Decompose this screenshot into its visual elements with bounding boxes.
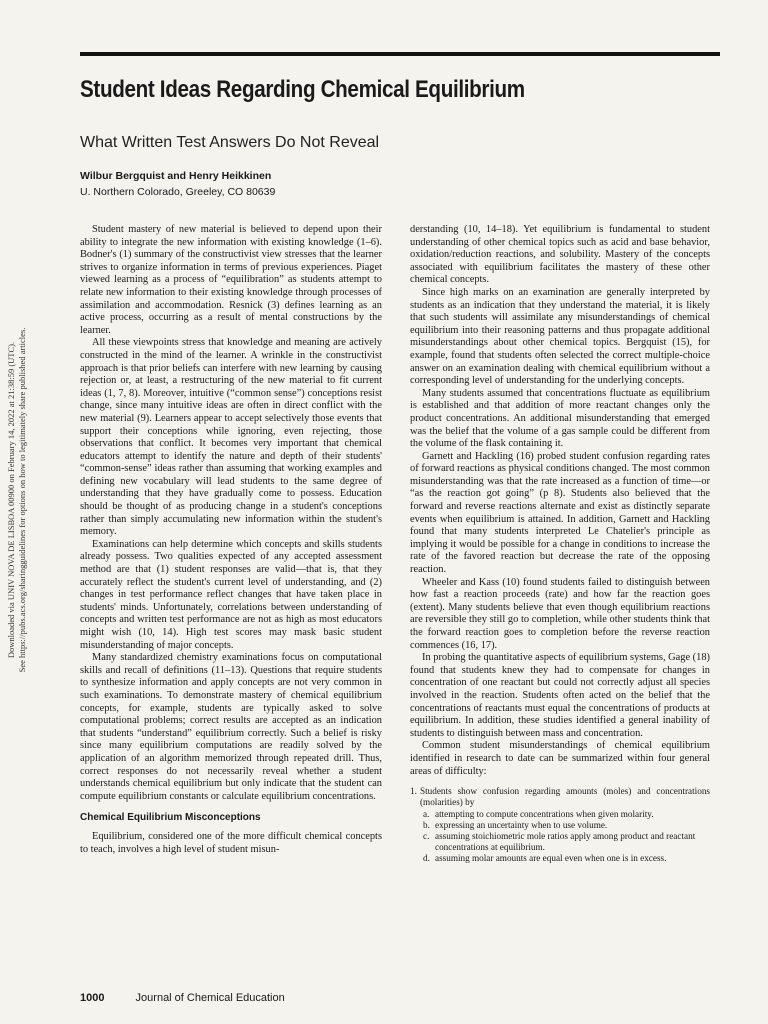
list-subitem [410,853,710,864]
list-subitem-text: assuming stoichiometric mole ratios apply among product and reactant concentrations at equilibrium. [435,830,696,853]
section-heading: Chemical Equilibrium Misconceptions [80,812,261,824]
journal-name: Journal of Chemical Education [135,992,285,1004]
paragraph: All these viewpoints stress that knowledge and meaning are actively constructed in the mind of the learner. A wrinkle in the constructivist approach is that prior beliefs can interfere with new learning by causing rejection or, at least, a restructuring of the new material to fit current ideas (1, 7, 8). Moreover, intuitive (“common sense”) conceptions resist change, since many intuitive ideas are often in direct conflict with the new material (9). Learners appear to accept selectively those events that support their conceptions while ignoring, even rejecting, those observations that conflict. It becomes very important that chemical educators attempt to identify the nature and depth of their students' “common-sense” ideas rather than assuming that working examples and defining new vocabulary will lead students to the same degree of understanding that they have gradually come to possess. Education should be thought of as producing change in a student's conceptions rather than simply accumulating new information within the student's memory. [80,337,382,538]
list-subitem-text: attempting to compute concentrations when given molarity. [435,808,654,819]
article-title: Student Ideas Regarding Chemical Equilibrium [80,76,525,103]
paragraph: derstanding (10, 14–18). Yet equilibrium is fundamental to student understanding of other chemical topics such as acid and base behavior, oxidation/reduction reactions, and solubility. Mastery of the concepts associated with equilibrium facilitates the mastery of these other chemical concepts. [410,224,710,286]
download-notice-line2: See https://pubs.acs.org/sharingguidelines for options on how to legitimately share published articles. [17,327,27,673]
page-footer [80,992,285,1004]
download-notice-line1: Downloaded via UNIV NOVA DE LISBOA 00900 on February 14, 2022 at 21:38:59 (UTC). [6,341,16,659]
paragraph: Many standardized chemistry examinations focus on computational skills and recall of definitions (11–13). Questions that require students to synthesize information and apply concepts are not very common in such examinations. To demonstrate mastery of chemical equilibrium concepts, for example, students are typically asked to solve computational problems; correct results are accepted as an indication that students “understand” equilibrium correctly. Such a belief is risky since many equilibrium computations are readily solved by the application of an algorithm memorized through repeated drill. Thus, correct responses do not necessarily reveal whether a student understands chemical equilibrium but only indicate that the student can compute equilibrium constants or calculate equilibrium concentrations. [80,652,382,802]
header-rule [80,52,720,56]
paragraph: Wheeler and Kass (10) found students failed to distinguish between how fast a reaction proceeds (rate) and how far the reaction goes (extent). Many students believe that even though equilibrium reactions are reversible they still go to completion, while other students think that the forward reaction goes to completion before the reverse reaction commences (16, 17). [410,576,710,651]
list-letter: c. [423,830,430,841]
article-subtitle: What Written Test Answers Do Not Reveal [80,134,380,151]
left-column [80,224,382,856]
download-notice [2,290,32,710]
list-number: 1. [410,786,417,797]
paragraph: In probing the quantitative aspects of equilibrium systems, Gage (18) found that students knew they had to compensate for changes in concentration of one reactant but could not correctly adjust all species involved in the reaction. Students often acted on the belief that the concentrations of reactants must equal the concentrations of products at equilibrium. In addition, these studies identified a general inability of students to distinguish between mass and concentration. [410,652,710,739]
list-letter: d. [423,853,430,864]
paragraph: Student mastery of new material is believed to depend upon their ability to integrate the new information with existing knowledge (1–6). Bodner's (1) summary of the constructivist view stresses that the learner strives to organize information in terms of previous experiences. Piaget viewed learning as a process of “equilibration” as students attempt to relate new information to their existing knowledge through processes of assimilation and accommodation. Resnick (3) defines learning as an active process, occurring as a result of mental constructions by the learner. [80,224,382,336]
paragraph: Common student misunderstandings of chemical equilibrium identified in research to date can be summarized within four general areas of difficulty: [410,740,710,777]
list-subitem-text: expressing an uncertainty when to use volume. [435,819,608,830]
list-letter: b. [423,819,430,830]
paragraph: Equilibrium, considered one of the more difficult chemical concepts to teach, involves a high level of student misun- [80,830,382,855]
author-names: Wilbur Bergquist and Henry Heikkinen [80,170,272,182]
list-item [410,786,710,808]
paragraph: Garnett and Hackling (16) probed student confusion regarding rates of forward reactions as physical conditions changed. The most common misunderstanding was that the rate increased as a function of time—or “as the reaction got going” (p 8). Students also believed that the forward and reverse reactions alternate and exist as distinctly separate events when equilibrium is attained. In addition, Garnett and Hackling found that many students interpreted Le Chatelier's principle as implying it would be possible for a change in conditions to increase the rate of the favored reaction but decrease the rate of the opposing reaction. [410,450,710,576]
author-affiliation: U. Northern Colorado, Greeley, CO 80639 [80,186,276,198]
difficulty-list [410,786,710,864]
list-subitem [410,809,710,820]
list-subitem [410,820,710,831]
page-number: 1000 [80,992,105,1004]
paragraph: Since high marks on an examination are generally interpreted by students as an indication that they understand the material, it is likely that such students will assimilate any misunderstandings of chemical equilibrium into their reasoning patterns and thus propagate additional misunderstandings about other chemical topics. Bergquist (15), for example, found that students often selected the correct multiple-choice answer on an examination dealing with chemical equilibrium without a corresponding level of understanding for the underlying concepts. [410,286,710,387]
list-subitem-text: assuming molar amounts are equal even when one is in excess. [435,853,667,864]
list-item-text: Students show confusion regarding amounts (moles) and concentrations (molarities) by [420,786,710,808]
paragraph: Examinations can help determine which concepts and skills students already possess. Two qualities expected of any accepted assessment method are that (1) student responses are valid—that is, that they accurately reflect the student's current level of understanding, and (2) changes in test performance reflect changes that have taken place in students' minds. Unfortunately, correlations between understanding of concepts and written test performance are not as high as most educators might wish (10, 14). High test scores may mask basic student misunderstanding of major concepts. [80,538,382,651]
right-column [410,224,710,865]
list-subitem [410,831,710,853]
list-letter: a. [423,808,430,819]
paragraph: Many students assumed that concentrations fluctuate as equilibrium is established and that addition of more reactant changes only the product concentrations. An additional misunderstanding that emerged was the belief that the volume of a gas sample could be different from the volume of the flask containing it. [410,387,710,450]
